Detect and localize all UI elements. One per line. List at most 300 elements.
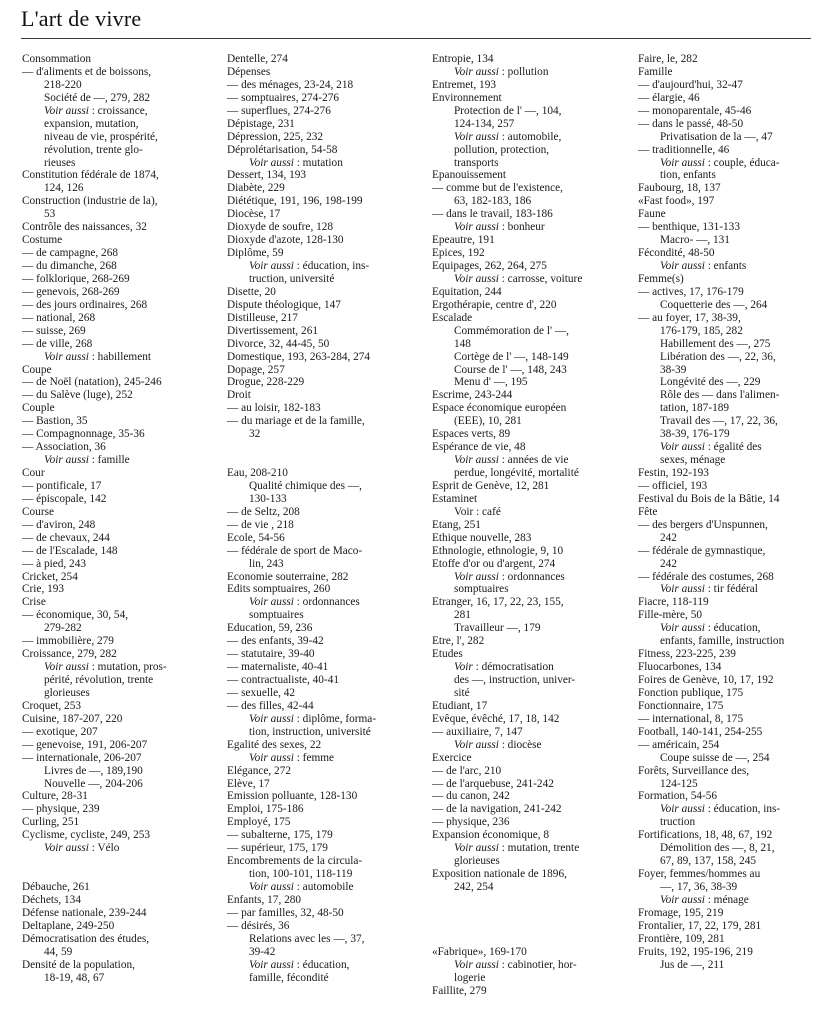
entry-text: — d'aujourd'hui, 32-47 (638, 78, 743, 91)
index-entry (227, 221, 427, 234)
index-entry (432, 648, 632, 661)
entry-text: Fonctionnaire, 175 (638, 699, 724, 712)
index-entry (432, 946, 632, 959)
index-entry (22, 661, 222, 674)
entry-text: : éducation, ins- (293, 260, 370, 272)
index-entry (432, 622, 632, 635)
index-entry (638, 389, 833, 402)
index-entry (638, 687, 833, 700)
index-entry (227, 131, 427, 144)
index-entry (227, 881, 427, 894)
index-entry (432, 972, 632, 985)
entry-text: Estaminet (432, 492, 478, 505)
index-entry (227, 907, 427, 920)
index-entry (432, 467, 632, 480)
entry-text: — Association, 36 (22, 441, 106, 454)
entry-text: Escalade (432, 311, 473, 324)
index-entry (22, 260, 222, 273)
index-entry (22, 596, 222, 609)
entry-text: Privatisation de la —, 47 (660, 130, 773, 143)
entry-text: : femme (293, 751, 335, 764)
entry-text: Déprolétarisation, 54-58 (227, 143, 338, 156)
index-entry (22, 53, 222, 66)
index-entry (638, 441, 833, 454)
entry-text: Fruits, 192, 195-196, 219 (638, 945, 753, 958)
index-entry (432, 700, 632, 713)
index-entry (638, 53, 833, 66)
section-spacer (22, 855, 222, 868)
index-entry (22, 92, 222, 105)
entry-text: révolution, trente glo- (44, 143, 143, 156)
see-also-label: Voir aussi (660, 260, 705, 272)
index-entry (432, 299, 632, 312)
index-entry (432, 726, 632, 739)
entry-text: — du mariage et de la famille, (227, 415, 365, 428)
section-spacer (432, 907, 632, 920)
entry-text: Divorce, 32, 44-45, 50 (227, 337, 330, 350)
index-entry (432, 687, 632, 700)
entry-text: Densité de la population, (22, 958, 135, 971)
entry-text: — fédérale de gymnastique, (638, 544, 766, 557)
index-entry (638, 765, 833, 778)
index-entry (432, 53, 632, 66)
entry-text: Fromage, 195, 219 (638, 906, 724, 919)
entry-text: Menu d' —, 195 (454, 376, 528, 389)
entry-text: — de l'Escalade, 148 (22, 544, 118, 557)
index-entry (227, 234, 427, 247)
index-entry (432, 790, 632, 803)
entry-text: — par familles, 32, 48-50 (227, 906, 344, 919)
entry-text: : habillement (88, 350, 152, 363)
index-entry (22, 364, 222, 377)
entry-text: somptuaires (454, 583, 509, 596)
index-entry (227, 972, 427, 985)
index-entry (22, 648, 222, 661)
index-entry (227, 545, 427, 558)
index-entry (432, 208, 632, 221)
entry-text: — suisse, 269 (22, 324, 86, 337)
index-entry (227, 273, 427, 286)
entry-text: Couple (22, 402, 55, 415)
entry-text: Dioxyde de soufre, 128 (227, 221, 334, 234)
index-entry (432, 583, 632, 596)
index-entry (227, 169, 427, 182)
index-entry (22, 454, 222, 467)
index-entry (227, 79, 427, 92)
entry-text: — du canon, 242 (432, 790, 510, 803)
entry-text: Droit (227, 389, 251, 402)
entry-text: Démolition des —, 8, 21, (660, 842, 775, 855)
index-entry (432, 131, 632, 144)
entry-text: : années de vie (498, 454, 569, 467)
entry-text: Frontière, 109, 281 (638, 932, 725, 945)
entry-text: Egalité des sexes, 22 (227, 738, 322, 751)
entry-text: — Bastion, 35 (22, 415, 88, 428)
entry-text: «Fabrique», 169-170 (432, 945, 527, 958)
index-entry (227, 325, 427, 338)
index-entry (638, 519, 833, 532)
index-entry (227, 726, 427, 739)
index-entry (432, 79, 632, 92)
index-entry (227, 376, 427, 389)
entry-text: Diabète, 229 (227, 182, 285, 195)
see-also-label: Voir aussi (454, 570, 499, 583)
index-entry (432, 571, 632, 584)
index-entry (638, 803, 833, 816)
index-entry (22, 739, 222, 752)
entry-text: : égalité des (704, 441, 762, 454)
entry-text: — à pied, 243 (22, 557, 87, 570)
entry-text: : diplôme, forma- (293, 712, 377, 725)
entry-text: — de vie , 218 (227, 518, 294, 531)
index-entry (227, 674, 427, 687)
index-entry (432, 635, 632, 648)
index-entry (22, 195, 222, 208)
index-entry (22, 389, 222, 402)
entry-text: — des enfants, 39-42 (227, 635, 324, 648)
index-entry (432, 829, 632, 842)
index-entry (22, 765, 222, 778)
entry-text: : automobile (293, 881, 354, 893)
entry-text: Diocèse, 17 (227, 208, 281, 221)
index-entry (638, 338, 833, 351)
index-entry (22, 415, 222, 428)
entry-text: Voir : café (454, 505, 501, 518)
entry-text: Etranger, 16, 17, 22, 23, 155, (432, 596, 564, 609)
entry-text: Domestique, 193, 263-284, 274 (227, 350, 371, 363)
entry-text: — traditionnelle, 46 (638, 143, 730, 156)
index-entry (432, 428, 632, 441)
index-column-1 (22, 53, 222, 985)
index-entry (638, 428, 833, 441)
entry-text: : diocèse (498, 738, 542, 751)
entry-text: : mutation (293, 156, 343, 169)
entry-text: 67, 89, 137, 158, 245 (660, 855, 757, 868)
index-entry (638, 881, 833, 894)
entry-text: Ecole, 54-56 (227, 531, 285, 544)
index-entry (638, 402, 833, 415)
entry-text: — de l'arc, 210 (432, 764, 502, 777)
index-entry (227, 855, 427, 868)
entry-text: — dans le travail, 183-186 (432, 208, 553, 221)
entry-text: 38-39 (660, 363, 687, 376)
index-entry (432, 338, 632, 351)
index-entry (22, 66, 222, 79)
entry-text: Exposition nationale de 1896, (432, 868, 567, 881)
entry-text: truction, université (249, 272, 335, 285)
see-also-label: Voir aussi (249, 751, 294, 764)
entry-text: Distilleuse, 217 (227, 311, 298, 324)
index-entry (432, 247, 632, 260)
entry-text: — supérieur, 175, 179 (227, 842, 328, 855)
index-entry (638, 778, 833, 791)
index-entry (432, 144, 632, 157)
index-entry (638, 532, 833, 545)
entry-text: Déchets, 134 (22, 893, 81, 906)
index-entry (227, 583, 427, 596)
entry-text: Travail des —, 17, 22, 36, (660, 415, 778, 428)
entry-text: Emploi, 175-186 (227, 803, 304, 816)
index-entry (638, 583, 833, 596)
see-also-label: Voir aussi (454, 958, 499, 971)
see-also-label: Voir aussi (44, 104, 89, 117)
index-entry (432, 221, 632, 234)
entry-text: Education, 59, 236 (227, 622, 313, 635)
entry-text: — national, 268 (22, 311, 96, 324)
entry-text: Coupe (22, 363, 52, 376)
index-entry (432, 415, 632, 428)
index-entry (22, 894, 222, 907)
entry-text: 32 (249, 428, 261, 441)
entry-text: — folklorique, 268-269 (22, 272, 130, 285)
entry-text: 242, 254 (454, 881, 494, 893)
entry-text: — statutaire, 39-40 (227, 648, 315, 661)
index-entry (22, 351, 222, 364)
see-also-label: Voir aussi (249, 596, 294, 609)
entry-text: 124, 126 (44, 182, 84, 195)
index-entry (227, 946, 427, 959)
index-entry (227, 66, 427, 79)
index-entry (432, 532, 632, 545)
entry-text: : mutation, trente (498, 842, 580, 855)
index-entry (227, 622, 427, 635)
index-entry (432, 92, 632, 105)
index-entry (638, 480, 833, 493)
entry-text: Esprit de Genève, 12, 281 (432, 479, 550, 492)
entry-text: famille, fécondité (249, 971, 329, 984)
index-entry (227, 53, 427, 66)
entry-text: : automobile, (498, 130, 562, 143)
entry-text: Enfants, 17, 280 (227, 893, 302, 906)
index-entry (432, 66, 632, 79)
entry-text: — des bergers d'Unspunnen, (638, 518, 768, 531)
entry-text: Encombrements de la circula- (227, 855, 363, 868)
entry-text: — désirés, 36 (227, 919, 290, 932)
entry-text: Défense nationale, 239-244 (22, 906, 147, 919)
entry-text: Famille (638, 65, 673, 78)
index-entry (22, 273, 222, 286)
index-entry (638, 351, 833, 364)
entry-text: — internationale, 206-207 (22, 751, 142, 764)
index-entry (227, 364, 427, 377)
index-entry (22, 674, 222, 687)
index-entry (227, 312, 427, 325)
entry-text: — maternaliste, 40-41 (227, 661, 329, 674)
entry-text: : pollution (498, 65, 549, 78)
entry-text: Cyclisme, cycliste, 249, 253 (22, 829, 151, 842)
entry-text: Espace économique européen (432, 402, 567, 415)
index-entry (638, 66, 833, 79)
index-entry (432, 351, 632, 364)
index-entry (432, 273, 632, 286)
entry-text: — somptuaires, 274-276 (227, 91, 340, 104)
entry-text: Dentelle, 274 (227, 53, 288, 65)
index-entry (227, 596, 427, 609)
see-also-label: Voir aussi (249, 958, 294, 971)
entry-text: Rôle des — dans l'alimen- (660, 389, 780, 402)
entry-text: Jus de —, 211 (660, 958, 725, 971)
index-entry (22, 157, 222, 170)
entry-text: Cortège de l' —, 148-149 (454, 350, 569, 363)
entry-text: lin, 243 (249, 557, 284, 570)
entry-text: — au loisir, 182-183 (227, 402, 321, 415)
index-entry (638, 545, 833, 558)
entry-text: Epeautre, 191 (432, 234, 495, 247)
see-also-label: Voir aussi (44, 350, 89, 363)
entry-text: Diététique, 191, 196, 198-199 (227, 195, 363, 208)
index-entry (432, 816, 632, 829)
see-also-label: Voir aussi (249, 156, 294, 169)
index-entry (432, 596, 632, 609)
index-entry (227, 351, 427, 364)
index-entry (22, 506, 222, 519)
entry-text: Eau, 208-210 (227, 467, 288, 479)
index-entry (227, 920, 427, 933)
index-entry (432, 881, 632, 894)
index-entry (432, 739, 632, 752)
entry-text: — de chevaux, 244 (22, 531, 110, 544)
index-entry (22, 131, 222, 144)
index-entry (22, 700, 222, 713)
index-entry (227, 765, 427, 778)
see-also-label: Voir aussi (660, 893, 705, 906)
entry-text: Longévité des —, 229 (660, 376, 761, 389)
entry-text: — fédérale des costumes, 268 (638, 570, 774, 583)
index-entry (638, 169, 833, 182)
index-entry (638, 622, 833, 635)
entry-text: — auxiliaire, 7, 147 (432, 725, 523, 738)
entry-text: Faillite, 279 (432, 984, 487, 997)
entry-text: tion, 100-101, 118-119 (249, 868, 353, 881)
index-entry (638, 131, 833, 144)
entry-text: Dessert, 134, 193 (227, 169, 307, 182)
entry-text: Epanouissement (432, 169, 507, 182)
see-also-label: Voir aussi (44, 661, 89, 674)
entry-text: expansion, mutation, (44, 117, 139, 130)
entry-text: Ethique nouvelle, 283 (432, 531, 532, 544)
see-also-label: Voir aussi (44, 454, 89, 467)
entry-text: — de campagne, 268 (22, 247, 118, 260)
entry-text: — dans le passé, 48-50 (638, 117, 744, 130)
index-entry (638, 739, 833, 752)
index-entry (227, 635, 427, 648)
entry-text: 38-39, 176-179 (660, 428, 730, 441)
entry-text: Environnement (432, 91, 502, 104)
entry-text: Evêque, évêché, 17, 18, 142 (432, 712, 560, 725)
entry-text: tation, 187-189 (660, 402, 730, 415)
index-entry (22, 234, 222, 247)
index-entry (227, 260, 427, 273)
entry-text: — superflues, 274-276 (227, 104, 331, 117)
entry-text: — du Salève (luge), 252 (22, 389, 133, 402)
index-entry (22, 428, 222, 441)
entry-text: Etang, 251 (432, 518, 481, 531)
see-also-label: Voir aussi (660, 441, 705, 454)
entry-text: 218-220 (44, 78, 82, 91)
index-entry (22, 105, 222, 118)
entry-text: Equitation, 244 (432, 285, 502, 298)
entry-text: sité (454, 686, 470, 699)
entry-text: Elève, 17 (227, 777, 270, 790)
entry-text: périté, révolution, trente (44, 674, 154, 686)
entry-text: — de ville, 268 (22, 337, 93, 350)
entry-text: Contrôle des naissances, 32 (22, 221, 147, 234)
entry-text: Foires de Genève, 10, 17, 192 (638, 674, 774, 686)
entry-text: Faune (638, 208, 666, 221)
entry-text: 279-282 (44, 622, 82, 635)
index-entry (638, 648, 833, 661)
index-entry (638, 674, 833, 687)
index-entry (227, 713, 427, 726)
entry-text: Macro- —, 131 (660, 234, 730, 247)
index-entry (638, 312, 833, 325)
entry-text: Fonction publique, 175 (638, 686, 744, 699)
index-entry (227, 959, 427, 972)
index-entry (22, 803, 222, 816)
entry-text: — épiscopale, 142 (22, 492, 107, 505)
entry-text: — benthique, 131-133 (638, 221, 740, 234)
index-entry (638, 713, 833, 726)
index-entry (22, 622, 222, 635)
entry-text: — contractualiste, 40-41 (227, 674, 339, 686)
section-spacer (432, 894, 632, 907)
entry-text: 53 (44, 208, 56, 221)
entry-text: Débauche, 261 (22, 881, 90, 893)
index-entry (638, 247, 833, 260)
index-entry (638, 933, 833, 946)
index-entry (227, 739, 427, 752)
index-entry (638, 726, 833, 739)
entry-text: : enfants (704, 260, 747, 272)
index-entry (638, 635, 833, 648)
entry-text: Edits somptuaires, 260 (227, 583, 331, 596)
entry-text: — élargie, 46 (638, 91, 700, 104)
index-entry (638, 816, 833, 829)
entry-text: somptuaires (249, 609, 304, 622)
index-entry (432, 855, 632, 868)
entry-text: truction (660, 816, 696, 829)
index-entry (227, 402, 427, 415)
entry-text: : éducation, (704, 622, 761, 635)
entry-text: Diplôme, 59 (227, 247, 284, 260)
index-entry (638, 79, 833, 92)
index-entry (638, 752, 833, 765)
entry-text: 124-125 (660, 777, 698, 790)
entry-text: — actives, 17, 176-179 (638, 285, 744, 298)
entry-text: Formation, 54-56 (638, 790, 718, 803)
index-entry (432, 376, 632, 389)
entry-text: Emission polluante, 128-130 (227, 790, 358, 803)
index-entry (227, 92, 427, 105)
index-entry (638, 415, 833, 428)
see-also-label: Voir aussi (44, 842, 89, 855)
index-entry (22, 402, 222, 415)
entry-text: Entremet, 193 (432, 78, 496, 91)
entry-text: tion, instruction, université (249, 725, 371, 738)
entry-text: : ordonnances (293, 596, 360, 609)
section-spacer (22, 868, 222, 881)
index-entry (227, 467, 427, 480)
index-entry (638, 829, 833, 842)
entry-text: — immobilière, 279 (22, 635, 114, 648)
index-entry (227, 195, 427, 208)
index-entry (638, 364, 833, 377)
see-also-label: Voir aussi (454, 65, 499, 78)
section-spacer (432, 920, 632, 933)
index-entry (22, 959, 222, 972)
entry-text: — physique, 239 (22, 803, 100, 816)
entry-text: sexes, ménage (660, 454, 726, 467)
